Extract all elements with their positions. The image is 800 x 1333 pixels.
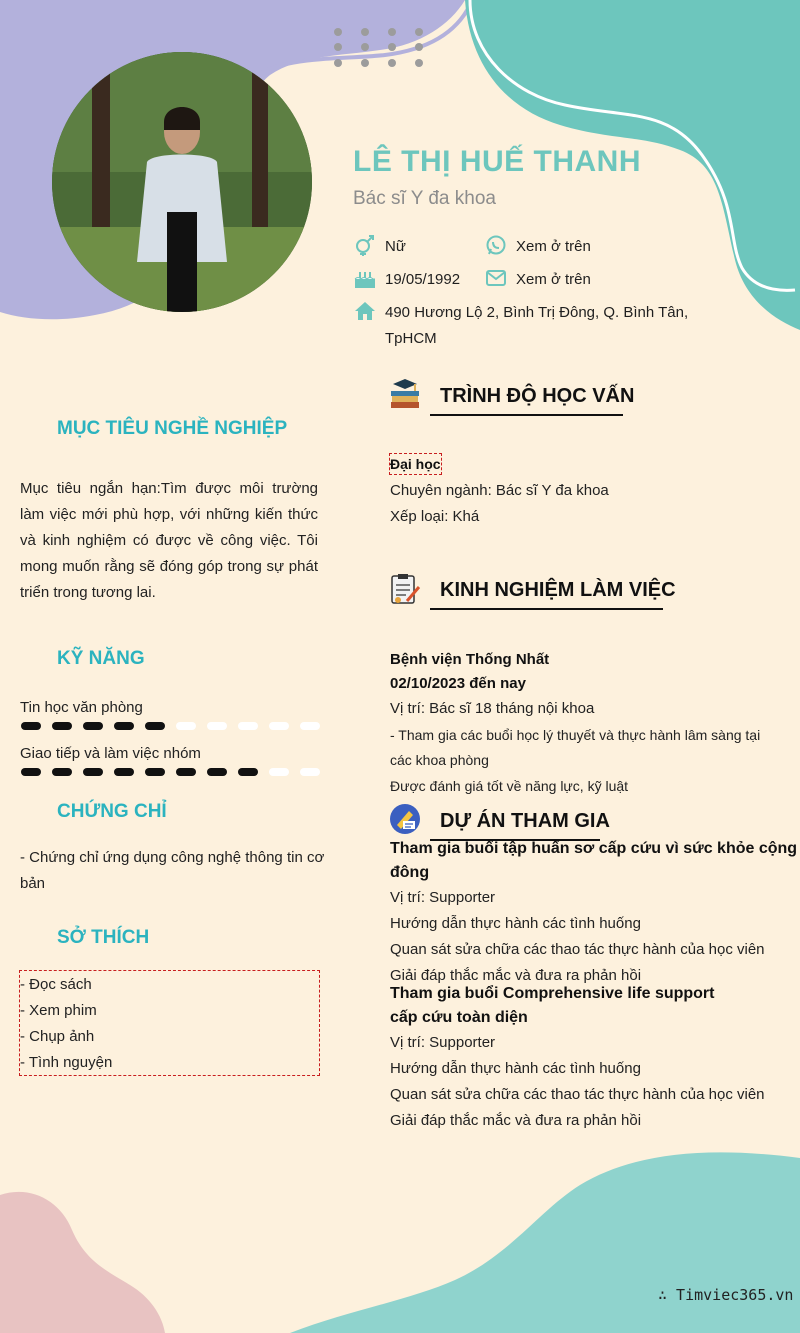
- projects-heading: DỰ ÁN THAM GIA: [440, 810, 610, 832]
- email-icon: [485, 267, 507, 289]
- project-desc-line: Giải đáp thắc mắc và đưa ra phản hồi: [390, 967, 642, 984]
- hobbies-list: [19, 970, 320, 1076]
- skill-dot-filled: [52, 722, 72, 730]
- project-desc-line: Hướng dẫn thực hành các tình huống: [390, 915, 641, 932]
- pink-blob: [0, 1192, 165, 1333]
- skill-dot-filled: [145, 722, 165, 730]
- skill-dot-filled: [83, 722, 103, 730]
- job-title: Bác sĩ Y đa khoa: [353, 188, 496, 209]
- education-heading: TRÌNH ĐỘ HỌC VẤN: [440, 385, 635, 407]
- skill-dot-filled: [52, 768, 72, 776]
- home-icon: [354, 300, 376, 322]
- skill-label: Giao tiếp và làm việc nhóm: [20, 745, 201, 762]
- project-title-line: đông: [390, 864, 430, 881]
- experience-heading-underline: [430, 608, 663, 610]
- address-line-2: TpHCM: [385, 330, 437, 347]
- project-title-line: Tham gia buổi tập huấn sơ cấp cứu vì sức khỏe cộng: [390, 840, 798, 857]
- project-role: Vị trí: Supporter: [390, 889, 496, 906]
- skill-dot-filled: [21, 722, 41, 730]
- skill-dot-empty: [238, 722, 258, 730]
- birthday-cake-icon: [354, 267, 376, 289]
- education-school: Đại học: [389, 453, 442, 475]
- experience-period: 02/10/2023 đến nay: [390, 675, 526, 692]
- education-rank: Xếp loại: Khá: [390, 508, 480, 525]
- gender-value: Nữ: [385, 238, 406, 255]
- skill-rating: [21, 768, 320, 776]
- skill-dot-filled: [238, 768, 258, 776]
- teal-bottom-blob: [290, 1152, 800, 1333]
- experience-heading: KINH NGHIỆM LÀM VIỆC: [440, 579, 676, 601]
- project-desc-line: Quan sát sửa chữa các thao tác thực hành của học viên: [390, 941, 765, 958]
- experience-desc-line: các khoa phòng: [390, 752, 489, 768]
- address-line-1: 490 Hương Lộ 2, Bình Trị Đông, Q. Bình Tân,: [385, 304, 689, 321]
- skill-dot-empty: [176, 722, 196, 730]
- project-desc-line: Quan sát sửa chữa các thao tác thực hành của học viên: [390, 1086, 765, 1103]
- experience-company: Bệnh viện Thống Nhất: [390, 651, 550, 668]
- skill-dot-filled: [83, 768, 103, 776]
- skill-dot-empty: [269, 768, 289, 776]
- profile-photo: [52, 52, 312, 312]
- project-title-line: Tham gia buổi Comprehensive life support: [390, 985, 715, 1002]
- skill-rating: [21, 722, 320, 730]
- project-role: Vị trí: Supporter: [390, 1034, 496, 1051]
- hobbies-heading: SỞ THÍCH: [57, 927, 150, 948]
- project-desc-line: Giải đáp thắc mắc và đưa ra phản hồi: [390, 1112, 642, 1129]
- hobby-item: - Xem phim: [20, 1002, 97, 1019]
- candidate-name: LÊ THỊ HUẾ THANH: [353, 145, 641, 178]
- project-desc-line: Hướng dẫn thực hành các tình huống: [390, 1060, 641, 1077]
- skill-dot-filled: [207, 768, 227, 776]
- skill-dot-empty: [207, 722, 227, 730]
- experience-clipboard-icon: [389, 573, 421, 605]
- email-value: Xem ở trên: [516, 271, 591, 288]
- certificate-line-2: bản: [20, 875, 46, 892]
- birthday-value: 19/05/1992: [385, 271, 461, 288]
- skills-heading: KỸ NĂNG: [57, 648, 145, 669]
- profile-photo-image: [52, 52, 312, 312]
- skill-label: Tin học văn phòng: [20, 699, 143, 716]
- projects-icon: [389, 803, 421, 835]
- skill-dot-filled: [114, 768, 134, 776]
- skill-dot-empty: [300, 768, 320, 776]
- skill-dot-empty: [300, 722, 320, 730]
- project-title-line: cấp cứu toàn diện: [390, 1009, 528, 1026]
- experience-desc-line: - Tham gia các buổi học lý thuyết và thực hành lâm sàng tại: [390, 727, 761, 743]
- watermark-text: ∴ Timviec365.vn: [658, 1286, 794, 1304]
- hobby-item: - Đọc sách: [20, 976, 92, 993]
- skill-dot-filled: [114, 722, 134, 730]
- gender-icon: [354, 234, 376, 256]
- career-objective-heading: MỤC TIÊU NGHỀ NGHIỆP: [57, 418, 288, 439]
- skill-dot-filled: [145, 768, 165, 776]
- education-major: Chuyên ngành: Bác sĩ Y đa khoa: [390, 482, 609, 499]
- experience-desc-line: Được đánh giá tốt về năng lực, kỹ luật: [390, 778, 629, 794]
- education-books-icon: [389, 378, 421, 410]
- skill-dot-filled: [176, 768, 196, 776]
- hobby-item: - Tình nguyện: [20, 1054, 113, 1071]
- hobby-item: - Chụp ảnh: [20, 1028, 95, 1045]
- certificate-line-1: - Chứng chỉ ứng dụng công nghệ thông tin cơ: [20, 849, 325, 866]
- phone-icon: [485, 234, 507, 256]
- skill-dot-filled: [21, 768, 41, 776]
- skill-dot-empty: [269, 722, 289, 730]
- certificates-heading: CHỨNG CHỈ: [57, 801, 167, 822]
- experience-position: Vị trí: Bác sĩ 18 tháng nội khoa: [390, 700, 595, 717]
- education-heading-underline: [430, 414, 623, 416]
- phone-value: Xem ở trên: [516, 238, 591, 255]
- career-objective-text: Mục tiêu ngắn hạn:Tìm được môi trường làm việc mới phù hợp, với những kiến thức và kinh nghiệm có được về công việc. Tôi mong muốn rằng sẽ đóng góp trong sự phát triển trong tương lai.: [20, 480, 318, 601]
